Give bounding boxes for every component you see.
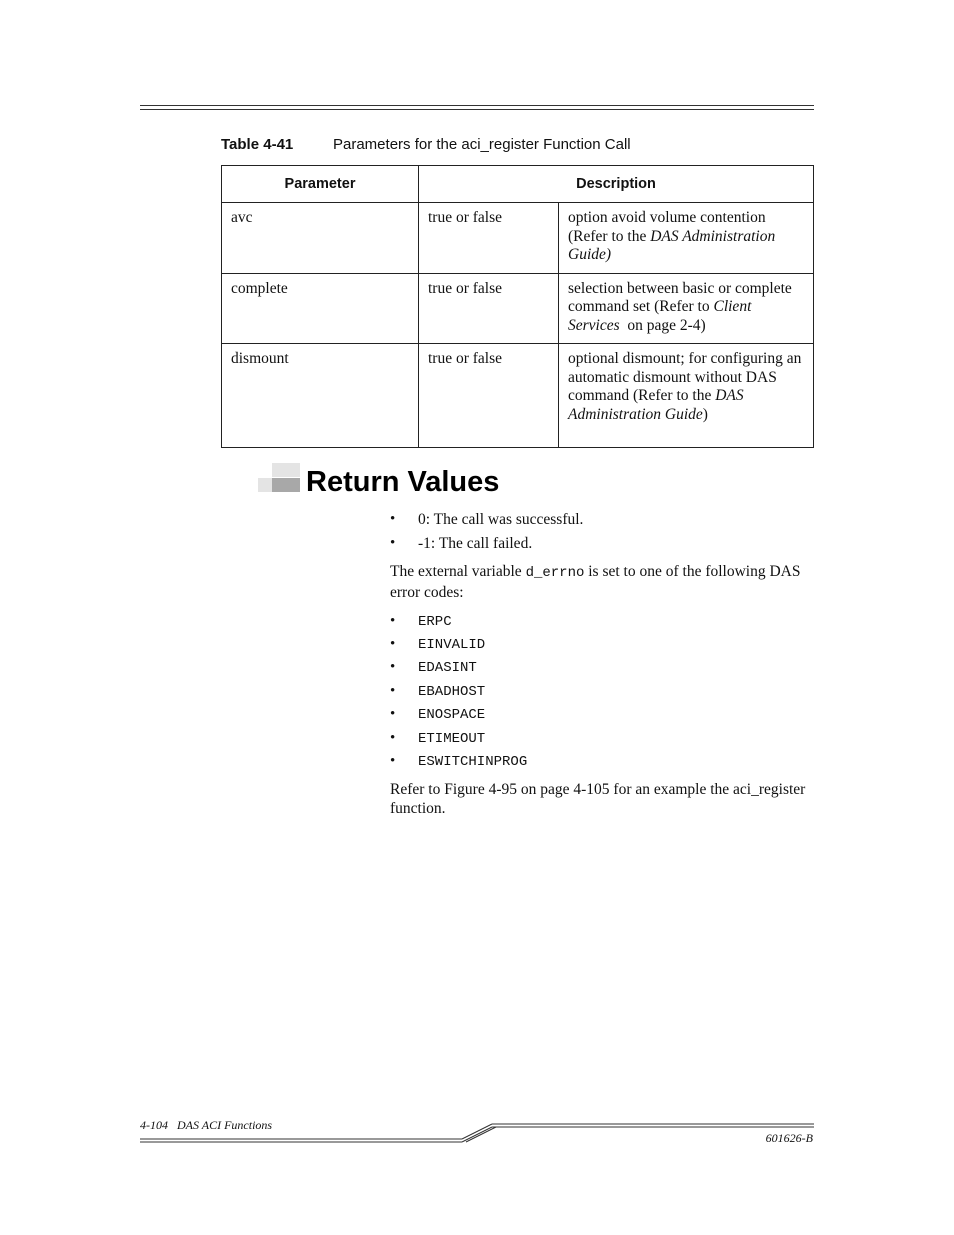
error-code: EDASINT <box>418 660 477 676</box>
table-row <box>222 273 814 344</box>
bullet-icon: • <box>390 535 396 551</box>
cell-value: true or false <box>419 273 559 344</box>
result-item: -1: The call failed. <box>418 535 533 552</box>
parameters-table <box>221 165 814 448</box>
error-code: EBADHOST <box>418 684 486 700</box>
section-block-icon <box>258 463 300 493</box>
bullet-icon: • <box>390 706 396 722</box>
header-description: Description <box>419 166 814 203</box>
errno-variable: d_errno <box>525 565 585 581</box>
table-caption-title: Parameters for the aci_register Function Call <box>333 136 631 153</box>
error-code: ESWITCHINPROG <box>418 754 528 770</box>
bullet-icon: • <box>390 753 396 769</box>
cell-param: complete <box>222 273 419 344</box>
bullet-icon: • <box>390 730 396 746</box>
section-title: Return Values <box>306 466 500 498</box>
cell-desc: selection between basic or complete command set (Refer to Client Services on page 2-4) <box>559 273 814 344</box>
result-item: 0: The call was successful. <box>418 511 584 528</box>
table-caption-number: Table 4-41 <box>221 136 294 153</box>
refer-paragraph: Refer to Figure 4-95 on page 4-105 for an example the aci_register function. <box>390 781 806 817</box>
error-code: EINVALID <box>418 637 486 653</box>
bullet-icon: • <box>390 659 396 675</box>
bullet-icon: • <box>390 683 396 699</box>
footer-page-label: 4-104 DAS ACI Functions <box>140 1118 273 1132</box>
header-rule-top <box>140 105 814 106</box>
cell-value: true or false <box>419 203 559 274</box>
error-code: ETIMEOUT <box>418 731 486 747</box>
table-header-row <box>222 166 814 203</box>
bullet-icon: • <box>390 613 396 629</box>
cell-param: avc <box>222 203 419 274</box>
error-code: ENOSPACE <box>418 707 486 723</box>
errno-paragraph: The external variable d_errno is set to one of the following DAS error codes: <box>390 563 801 601</box>
error-code: ERPC <box>418 614 452 630</box>
cell-desc: option avoid volume contention (Refer to the DAS Administration Guide) <box>559 203 814 274</box>
cell-desc: optional dismount; for configuring an automatic dismount without DAS command (Refer to the DAS Administration Guide) <box>559 344 814 448</box>
cell-param: dismount <box>222 344 419 448</box>
bullet-icon: • <box>390 511 396 527</box>
table-row <box>222 203 814 274</box>
table-row <box>222 344 814 448</box>
cell-value: true or false <box>419 344 559 448</box>
bullet-icon: • <box>390 636 396 652</box>
footer-doc-number: 601626-B <box>765 1131 813 1145</box>
header-rule-bottom <box>140 109 814 110</box>
header-parameter: Parameter <box>222 166 419 203</box>
